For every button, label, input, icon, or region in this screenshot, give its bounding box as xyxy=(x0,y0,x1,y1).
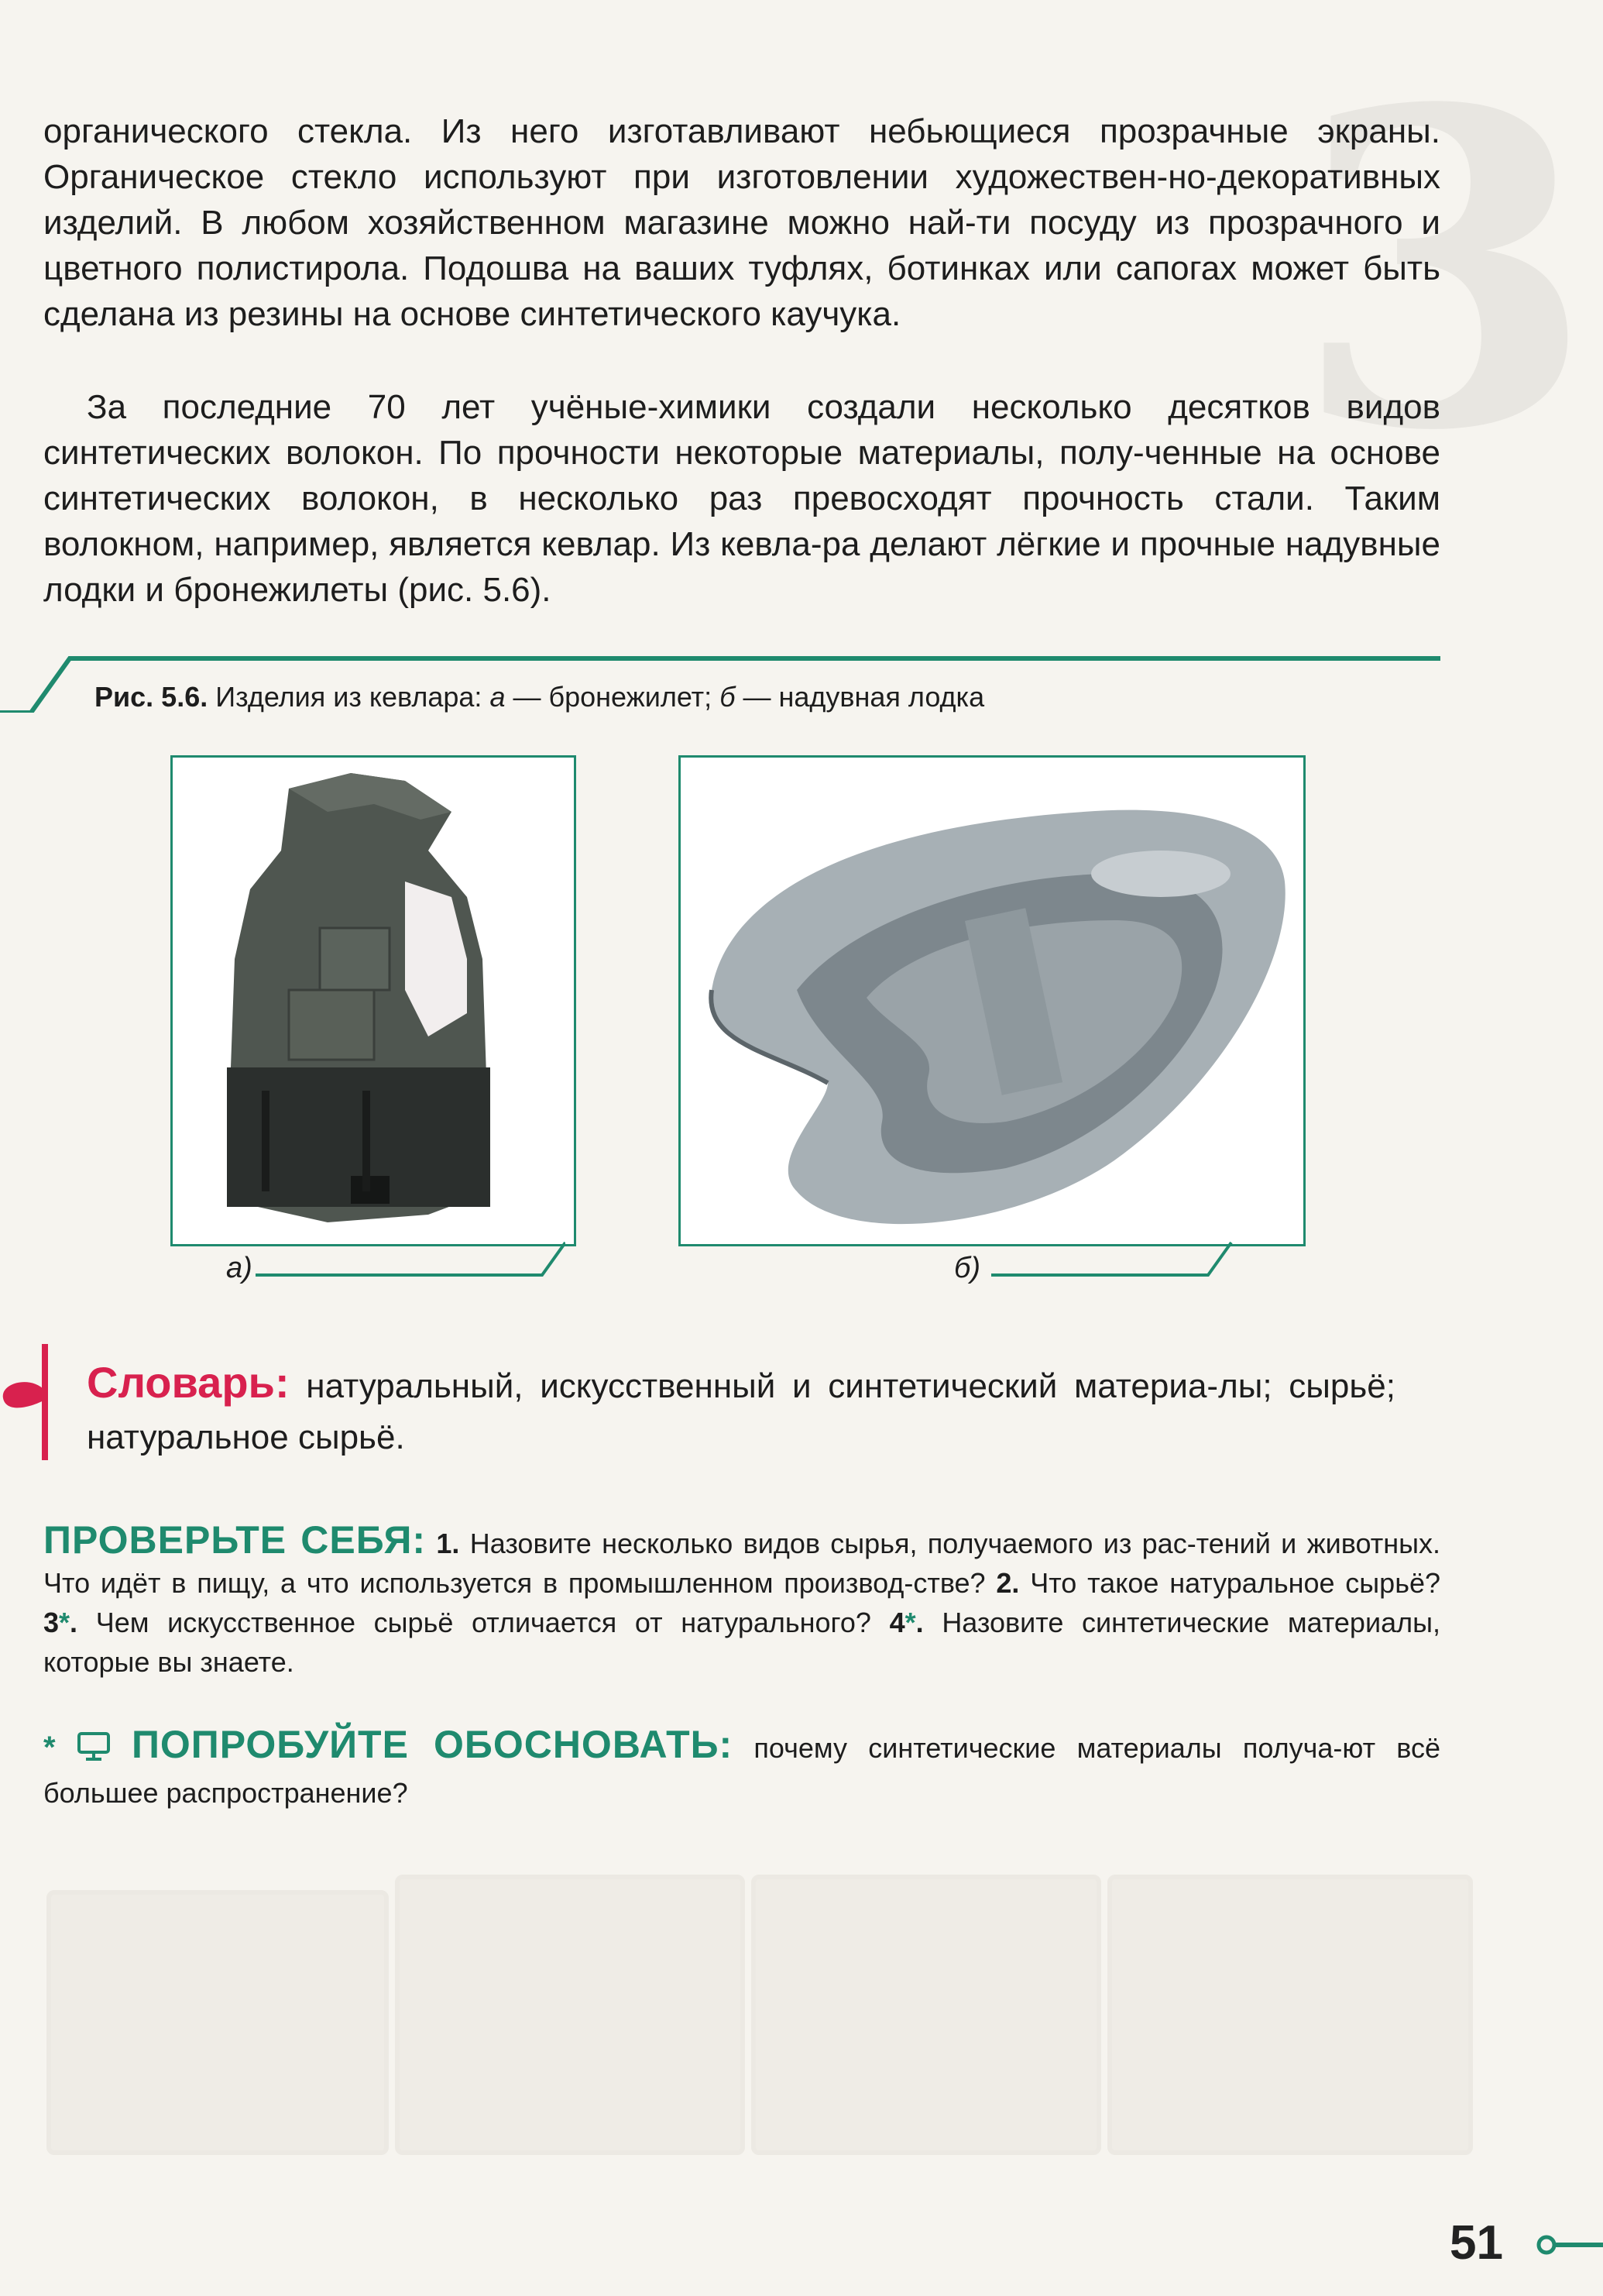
try-heading: ПОПРОБУЙТЕ ОБОСНОВАТЬ: xyxy=(131,1723,733,1766)
photo-body-armor xyxy=(170,755,576,1246)
figure-caption xyxy=(94,680,984,714)
label-a: а) xyxy=(226,1252,252,1284)
question-1-number: 1. xyxy=(436,1528,460,1559)
page-number-marker-icon xyxy=(1535,2233,1603,2256)
figure-number: Рис. 5.6. xyxy=(94,681,208,713)
figure-item-a-letter: а xyxy=(489,681,506,713)
figure-caption-text: Изделия из кевлара: xyxy=(215,681,482,713)
paragraph-organic-glass: органического стекла. Из него изготавливают небьющиеся прозрачные экраны. Органическое стекло используют при изготовлении художествен-но-декоративных изделий. В любом хозяйственном магазине можно най-ти посуду из прозрачного и цветного полистирола. Подошва на ваших туфлях, ботинках или сапогах может быть сделана из резины на основе синтетического каучука. xyxy=(43,112,1440,333)
label-b-tab xyxy=(991,1239,1301,1278)
chapter-number-watermark: 3 xyxy=(1293,16,1595,526)
try-text: почему синтетические материалы получа-ют всё большее распространение? xyxy=(43,1732,1440,1809)
label-a-tab xyxy=(256,1239,565,1278)
question-2-number: 2. xyxy=(996,1567,1020,1599)
figure-item-b-text: — надувная лодка xyxy=(743,681,985,713)
try-to-justify-block xyxy=(43,1724,1440,1813)
question-1-text: Назовите несколько видов сырья, получаемого из рас-тений и животных. Что идёт в пищу, а что используется в промышленном производ-стве? xyxy=(43,1528,1440,1599)
vocabulary-text: натуральный, искусственный и синтетический материа-лы; сырьё; натуральное сырьё. xyxy=(87,1367,1395,1456)
photo-inflatable-boat xyxy=(678,755,1306,1246)
inflatable-boat-illustration xyxy=(681,758,1303,1244)
label-b: б) xyxy=(954,1252,981,1284)
computer-icon xyxy=(77,1731,111,1773)
bleed-through-images xyxy=(46,1844,1541,2169)
try-asterisk: * xyxy=(43,1731,56,1765)
question-3-asterisk: * xyxy=(59,1607,70,1638)
vocabulary-heading: Словарь: xyxy=(87,1358,290,1407)
figure-item-b-letter: б xyxy=(719,681,736,713)
vocabulary-block xyxy=(87,1357,1395,1463)
question-3-text: Чем искусственное сырьё отличается от натурального? xyxy=(95,1607,871,1638)
check-yourself-block xyxy=(43,1518,1440,1682)
question-2-text: Что такое натуральное сырьё? xyxy=(1030,1567,1440,1599)
page-number: 51 xyxy=(1450,2216,1503,2270)
question-4-asterisk: * xyxy=(904,1607,916,1638)
check-yourself-heading: ПРОВЕРЬТЕ СЕБЯ: xyxy=(43,1518,427,1562)
question-4-text: Назовите синтетические материалы, которые вы знаете. xyxy=(43,1607,1440,1678)
question-4-number: 4*. xyxy=(889,1607,924,1638)
body-armor-illustration xyxy=(173,758,574,1244)
question-3-number: 3*. xyxy=(43,1607,78,1638)
figure-item-a-text: — бронежилет; xyxy=(513,681,712,713)
paragraph-synthetic-fibers: За последние 70 лет учёные-химики создали несколько десятков видов синтетических волокон. По прочности некоторые материалы, полу-ченные на основе синтетических волокон, в несколько раз превосходят прочность стали. Таким волокном, например, является кевлар. Из кевла-ра делают лёгкие и прочные надувные лодки и бронежилеты (рис. 5.6). xyxy=(43,388,1440,609)
vocabulary-marker-icon xyxy=(0,1344,62,1468)
